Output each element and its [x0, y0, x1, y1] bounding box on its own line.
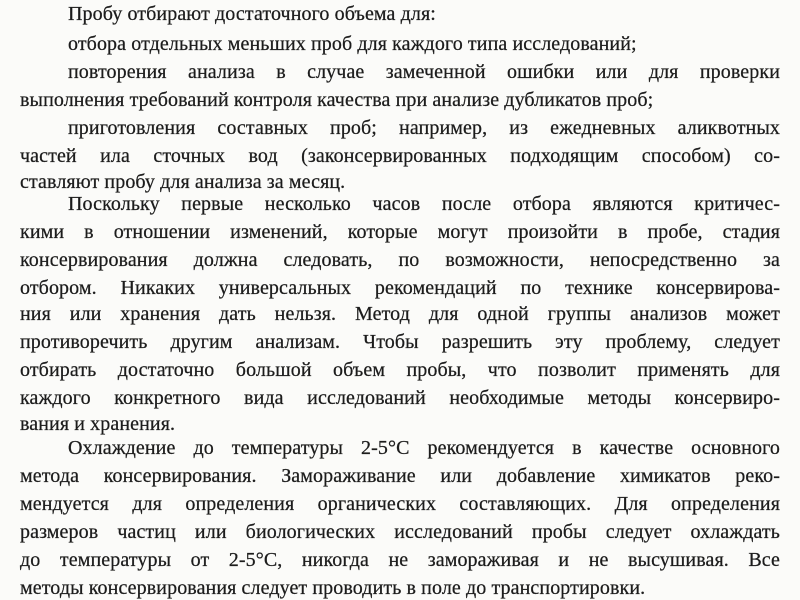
text-line: отбирать достаточно большой объем пробы, что позволит применять для — [20, 359, 780, 381]
text-line: Охлаждение до температуры 2-5°С рекомендуется в качестве основного — [68, 437, 780, 459]
text-line: противоречить другим анализам. Чтобы разрешить эту проблему, следует — [20, 331, 780, 353]
text-line: выполнения требований контроля качества при анализе дубликатов проб; — [20, 89, 654, 111]
text-line: ставляют пробу для анализа за месяц. — [20, 171, 346, 193]
text-line: Пробу отбирают достаточного объема для: — [68, 3, 436, 25]
text-line: до температуры от 2-5°С, никогда не замораживая и не высушивая. Все — [20, 549, 780, 571]
text-line: вания и хранения. — [20, 413, 176, 435]
text-line: размеров частиц или биологических исследований пробы следует охлаждать — [20, 521, 780, 543]
text-line: приготовления составных проб; например, из ежедневных аликвотных — [68, 117, 780, 139]
text-line: метода консервирования. Замораживание или добавление химикатов реко- — [20, 465, 780, 487]
text-line: повторения анализа в случае замеченной ошибки или для проверки — [68, 61, 780, 83]
text-line: каждого конкретного вида исследований необходимые методы консервиро- — [20, 387, 780, 409]
text-line: частей ила сточных вод (законсервированных подходящим способом) со- — [20, 145, 780, 167]
text-line: методы консервирования следует проводить в поле до транспортировки. — [20, 577, 646, 599]
text-line: консервирования должна следовать, по возможности, непосредственно за — [20, 249, 780, 271]
text-line: ния или хранения дать нельзя. Метод для одной группы анализов может — [20, 303, 780, 325]
text-line: Поскольку первые несколько часов после отбора являются критичес- — [68, 193, 780, 215]
text-line: мендуется для определения органических составляющих. Для определения — [20, 493, 780, 515]
text-line: кими в отношении изменений, которые могут произойти в пробе, стадия — [20, 221, 780, 243]
text-line: отбора отдельных меньших проб для каждого типа исследований; — [68, 33, 637, 55]
text-line: отбором. Никаких универсальных рекомендаций по технике консервирова- — [20, 277, 780, 299]
